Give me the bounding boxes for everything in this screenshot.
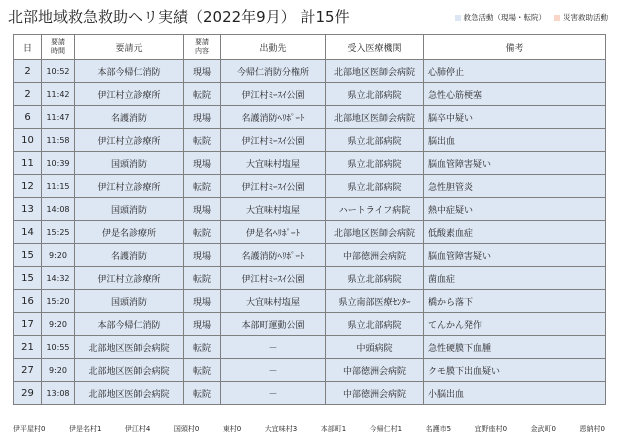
cell-day: 6 <box>14 106 42 129</box>
cell-time: 9:20 <box>42 313 75 336</box>
table-row <box>14 106 606 129</box>
cell-content: 現場 <box>184 60 221 83</box>
cell-content: 現場 <box>184 290 221 313</box>
cell-note: 菌血症 <box>424 267 606 290</box>
cell-hospital: 中部徳洲会病院 <box>326 382 424 405</box>
cell-day: 2 <box>14 60 42 83</box>
cell-time: 15:25 <box>42 221 75 244</box>
cell-content: 転院 <box>184 129 221 152</box>
footer-count: 大宜味村3 <box>264 425 298 433</box>
cell-day: 14 <box>14 221 42 244</box>
footer-count: 伊江村4 <box>124 425 151 433</box>
cell-requester: 伊江村立診療所 <box>75 83 184 106</box>
cell-day: 15 <box>14 267 42 290</box>
cell-requester: 伊是名診療所 <box>75 221 184 244</box>
footer-count: 金武町0 <box>530 425 556 433</box>
header-day: 日 <box>14 35 42 60</box>
cell-requester: 本部今帰仁消防 <box>75 60 184 83</box>
cell-day: 10 <box>14 129 42 152</box>
cell-destination: 大宜味村塩屋 <box>221 290 326 313</box>
table-row <box>14 152 606 175</box>
cell-time: 9:20 <box>42 244 75 267</box>
footer-count: 東村0 <box>222 425 242 433</box>
cell-requester: 国頭消防 <box>75 198 184 221</box>
header-content <box>184 35 221 60</box>
cell-note: 熱中症疑い <box>424 198 606 221</box>
cell-hospital: 中部徳洲会病院 <box>326 244 424 267</box>
footer-count: 今帰仁村1 <box>369 425 403 433</box>
cell-hospital: 北部地区医師会病院 <box>326 106 424 129</box>
cell-note: 脳出血 <box>424 129 606 152</box>
table-row <box>14 198 606 221</box>
legend-swatch-rescue <box>455 15 461 21</box>
cell-time: 13:08 <box>42 382 75 405</box>
cell-content: 転院 <box>184 359 221 382</box>
cell-requester: 国頭消防 <box>75 152 184 175</box>
legend-swatch-disaster <box>554 15 560 21</box>
cell-content: 転院 <box>184 83 221 106</box>
cell-destination: 伊江村ﾐｰｽｲ公園 <box>221 129 326 152</box>
cell-note: てんかん発作 <box>424 313 606 336</box>
footer-count: 本部町1 <box>320 425 347 433</box>
cell-day: 17 <box>14 313 42 336</box>
cell-day: 13 <box>14 198 42 221</box>
cell-hospital: 県立北部病院 <box>326 152 424 175</box>
cell-note: 低酸素血症 <box>424 221 606 244</box>
cell-destination: － <box>221 359 326 382</box>
cell-destination: － <box>221 382 326 405</box>
cell-requester: 名護消防 <box>75 106 184 129</box>
cell-requester: 伊江村立診療所 <box>75 267 184 290</box>
cell-content: 転院 <box>184 175 221 198</box>
cell-hospital: 県立北部病院 <box>326 267 424 290</box>
cell-destination: 今帰仁消防分権所 <box>221 60 326 83</box>
cell-requester: 名護消防 <box>75 244 184 267</box>
footer-count: 国頭村0 <box>173 425 200 433</box>
cell-hospital: 県立北部病院 <box>326 175 424 198</box>
cell-time: 11:47 <box>42 106 75 129</box>
cell-requester: 国頭消防 <box>75 290 184 313</box>
table-row <box>14 290 606 313</box>
table-row <box>14 359 606 382</box>
cell-note: 脳血管障害疑い <box>424 152 606 175</box>
cell-hospital: 県立北部病院 <box>326 83 424 106</box>
cell-hospital: ハートライフ病院 <box>326 198 424 221</box>
legend-item-rescue <box>455 12 547 23</box>
cell-time: 11:58 <box>42 129 75 152</box>
cell-note: 橋から落下 <box>424 290 606 313</box>
legend-item-disaster <box>554 12 608 23</box>
cell-hospital: 北部地区医師会病院 <box>326 60 424 83</box>
cell-note: 脳血管障害疑い <box>424 244 606 267</box>
header-content-line1: 要請 <box>195 38 209 46</box>
cell-content: 現場 <box>184 152 221 175</box>
cell-time: 14:08 <box>42 198 75 221</box>
table-row <box>14 83 606 106</box>
header-requester: 要請元 <box>75 35 184 60</box>
cell-content: 転院 <box>184 336 221 359</box>
cell-destination: 伊江村ﾐｰｽｲ公園 <box>221 267 326 290</box>
footer-count: 名護市5 <box>425 425 452 433</box>
cell-day: 21 <box>14 336 42 359</box>
cell-note: 小脳出血 <box>424 382 606 405</box>
cell-day: 29 <box>14 382 42 405</box>
footer-count: 宜野座村0 <box>474 425 508 433</box>
legend <box>455 12 609 23</box>
footer-municipality-counts <box>13 424 605 434</box>
cell-day: 27 <box>14 359 42 382</box>
table-row <box>14 382 606 405</box>
cell-destination: 名護消防ﾍﾘﾎﾟｰﾄ <box>221 244 326 267</box>
header-time-line1: 要請 <box>51 38 65 46</box>
table-row <box>14 336 606 359</box>
cell-time: 11:15 <box>42 175 75 198</box>
header-hospital: 受入医療機関 <box>326 35 424 60</box>
header-destination: 出動先 <box>221 35 326 60</box>
cell-requester: 伊江村立診療所 <box>75 175 184 198</box>
cell-hospital: 県立南部医療ｾﾝﾀｰ <box>326 290 424 313</box>
cell-time: 15:20 <box>42 290 75 313</box>
cell-content: 現場 <box>184 313 221 336</box>
footer-count: 伊是名村1 <box>68 425 102 433</box>
cell-note: クモ膜下出血疑い <box>424 359 606 382</box>
cell-destination: 名護消防ﾍﾘﾎﾟｰﾄ <box>221 106 326 129</box>
cell-destination: － <box>221 336 326 359</box>
cell-destination: 伊是名ﾍﾘﾎﾟｰﾄ <box>221 221 326 244</box>
cell-destination: 伊江村ﾐｰｽｲ公園 <box>221 175 326 198</box>
cell-requester: 北部地区医師会病院 <box>75 359 184 382</box>
cell-destination: 本部町運動公園 <box>221 313 326 336</box>
table-header-row <box>14 35 606 60</box>
cell-note: 急性胆管炎 <box>424 175 606 198</box>
cell-day: 11 <box>14 152 42 175</box>
table-row <box>14 313 606 336</box>
header-content-line2: 内容 <box>195 47 209 55</box>
table-row <box>14 60 606 83</box>
cell-time: 10:55 <box>42 336 75 359</box>
header-time <box>42 35 75 60</box>
cell-content: 現場 <box>184 244 221 267</box>
table-row <box>14 175 606 198</box>
cell-requester: 本部今帰仁消防 <box>75 313 184 336</box>
table-row <box>14 244 606 267</box>
cell-hospital: 県立北部病院 <box>326 129 424 152</box>
cell-time: 14:32 <box>42 267 75 290</box>
cell-destination: 大宜味村塩屋 <box>221 198 326 221</box>
cell-content: 転院 <box>184 382 221 405</box>
cell-requester: 北部地区医師会病院 <box>75 336 184 359</box>
cell-note: 心肺停止 <box>424 60 606 83</box>
cell-content: 転院 <box>184 221 221 244</box>
cell-time: 10:39 <box>42 152 75 175</box>
cell-hospital: 県立北部病院 <box>326 313 424 336</box>
cell-day: 15 <box>14 244 42 267</box>
header-time-line2: 時間 <box>51 47 65 55</box>
table-row <box>14 221 606 244</box>
legend-label-rescue: 救急活動（現場・転院） <box>463 13 546 22</box>
cell-destination: 伊江村ﾐｰｽｲ公園 <box>221 83 326 106</box>
cell-requester: 伊江村立診療所 <box>75 129 184 152</box>
cell-content: 転院 <box>184 267 221 290</box>
cell-day: 16 <box>14 290 42 313</box>
legend-label-disaster: 災害救助活動 <box>563 13 608 22</box>
cell-content: 現場 <box>184 198 221 221</box>
table-row <box>14 267 606 290</box>
cell-note: 急性心筋梗塞 <box>424 83 606 106</box>
cell-content: 現場 <box>184 106 221 129</box>
page-title: 北部地域救急救助ヘリ実績（2022年9月） 計15件 <box>8 8 350 26</box>
cell-note: 脳卒中疑い <box>424 106 606 129</box>
cell-requester: 北部地区医師会病院 <box>75 382 184 405</box>
cell-day: 12 <box>14 175 42 198</box>
footer-count: 伊平屋村0 <box>13 425 46 433</box>
cell-note: 急性硬膜下血腫 <box>424 336 606 359</box>
cell-time: 10:52 <box>42 60 75 83</box>
table-row <box>14 129 606 152</box>
cell-day: 2 <box>14 83 42 106</box>
cell-hospital: 北部地区医師会病院 <box>326 221 424 244</box>
dispatch-table <box>13 34 606 405</box>
cell-destination: 大宜味村塩屋 <box>221 152 326 175</box>
cell-time: 9:20 <box>42 359 75 382</box>
header-note: 備考 <box>424 35 606 60</box>
cell-time: 11:42 <box>42 83 75 106</box>
footer-count: 恩納村0 <box>579 425 605 433</box>
cell-hospital: 中部徳洲会病院 <box>326 359 424 382</box>
cell-hospital: 中頭病院 <box>326 336 424 359</box>
